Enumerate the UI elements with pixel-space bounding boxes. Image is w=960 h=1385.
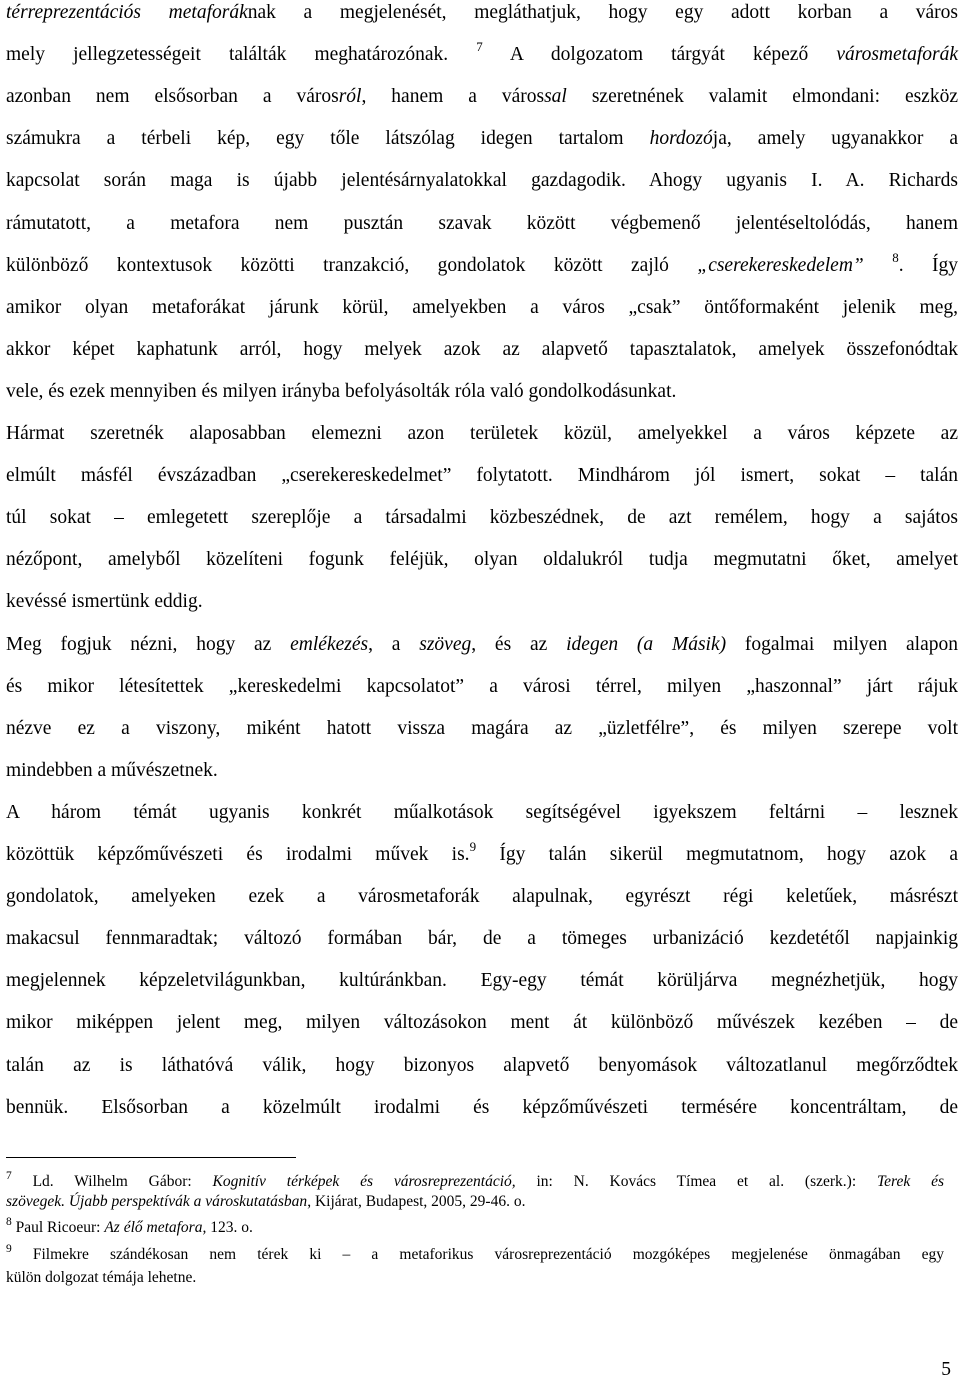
text-line (6, 506, 958, 530)
text-run: mely jellegzetességeit találták meghatározónak. (6, 44, 477, 66)
footnote-number: 8 (6, 1216, 12, 1228)
text-run: elmúlt másfél évszázadban „cserekereskedelmet” folytatott. Mindhárom jól ismert, sokat – talán (6, 465, 958, 487)
text-run: azonban nem elsősorban a város (6, 86, 339, 108)
footnote-text: külön dolgozat témája lehetne. (6, 1269, 197, 1286)
text-run: Meg fogjuk nézni, hogy az (6, 633, 291, 655)
footnote-text: Ld. Wilhelm Gábor: (11, 1173, 213, 1190)
footnote-text: szövegek. Újabb perspektívák a városkutatásban (6, 1193, 308, 1210)
text-run: nézőpont, amelyből közelíteni fogunk feléjük, olyan oldalukról tudja megmutatni őket, amelyet (6, 549, 958, 571)
text-run: amikor olyan metaforákat járunk körül, amelyekben a város „csak” öntőformaként jelenik meg, (6, 296, 958, 318)
footnote-text: in: N. Kovács Tímea et al. (szerk.): (515, 1173, 877, 1190)
text-run: „cserekereskedelem” (697, 254, 864, 276)
text-line (6, 464, 958, 488)
text-run: szeretnének valamit elmondani: eszköz (566, 86, 958, 108)
text-run: hordozó (649, 128, 713, 150)
footnote-number: 9 (6, 1243, 12, 1255)
footnote-separator (6, 1157, 296, 1158)
text-run: és mikor létesítettek „kereskedelmi kapcsolatot” a városi térrel, milyen „haszonnal” járt rájuk (6, 675, 958, 697)
text-run: kevéssé ismertünk eddig. (6, 591, 203, 613)
footnote-text: , Kijárat, Budapest, 2005, 29-46. o. (307, 1193, 526, 1210)
footnote-reference: 8 (892, 249, 899, 265)
text-run: fogalmai milyen alapon (726, 633, 959, 655)
text-line (6, 380, 958, 404)
text-line (6, 801, 958, 825)
footnote-text: Filmekre szándékosan nem térek ki – a metaforikus városreprezentáció mozgóképes megjelenése önmagában egy (11, 1246, 944, 1263)
text-run: akkor képet kaphatunk arról, hogy melyek azok az alapvető tapasztalatok, amelyek összefonódtak (6, 338, 958, 360)
text-run: , és az (471, 633, 567, 655)
text-run: , a (368, 633, 420, 655)
text-run: rámutatott, a metafora nem pusztán szavak között végbemenő jelentéseltolódás, hanem (6, 212, 958, 234)
footnote-text: Terek és (876, 1173, 945, 1190)
text-run: mikor miképpen jelent meg, milyen változásokon ment át különböző művészek kezében – de (6, 1012, 958, 1034)
footnote-line (6, 1218, 951, 1239)
text-line (6, 969, 958, 993)
text-run: számukra a térbeli kép, egy tőle látszólag idegen tartalom (6, 128, 650, 150)
text-run: különböző kontextusok közötti tranzakció, gondolatok között zajló (6, 254, 698, 276)
text-line (6, 338, 958, 362)
footnote-text: Paul Ricoeur: (11, 1219, 105, 1236)
text-run: talán az is láthatóvá válik, hogy bizonyos alapvető benyomások változatlanul megőrződtek (6, 1054, 958, 1076)
text-run: szöveg (419, 633, 472, 655)
footnote-line (6, 1192, 951, 1211)
text-run: városmetaforák (836, 44, 959, 66)
text-run: kapcsolat során maga is újabb jelentésárnyalatokkal gazdagodik. Ahogy ugyanis I. A. Richards (6, 170, 958, 192)
text-line (6, 1011, 958, 1035)
text-run: közöttük képzőművészeti és irodalmi művek is. (6, 844, 470, 865)
footnote-line (6, 1268, 951, 1287)
text-line (6, 249, 959, 279)
text-line (6, 85, 958, 109)
text-line (6, 1, 958, 25)
text-run: megjelennek képzeletvilágunkban, kultúránkban. Egy-egy témát körüljárva megnézhetjük, hogy (6, 970, 958, 992)
footnote-text: Az élő metafora, (104, 1219, 207, 1236)
text-line (6, 590, 958, 614)
text-line (6, 759, 958, 783)
text-run: nak a megjelenését, megláthatjuk, hogy egy adott korban a város (247, 2, 958, 23)
text-run: mindebben a művészetnek. (6, 759, 218, 781)
text-run: bennük. Elsősorban a közelmúlt irodalmi és képzőművészeti termésére koncentráltam, de (6, 1096, 958, 1118)
text-line (6, 885, 958, 909)
text-run (864, 255, 892, 276)
text-line (6, 1096, 958, 1120)
text-run: gondolatok, amelyeken ezek a városmetaforák alapulnak, egyrészt régi keletűek, másrészt (6, 886, 958, 908)
text-line (6, 169, 958, 193)
text-run: Hármat szeretnék alaposabban elemezni azon területek közül, amelyekkel a város képzete az (6, 423, 958, 444)
text-line (6, 717, 958, 741)
text-line (6, 212, 958, 236)
text-run: sal (544, 86, 567, 108)
text-run: túl sokat – emlegetett szereplője a társadalmi közbeszédnek, de azt remélem, hogy a sajátos (6, 507, 958, 529)
footnote-line (6, 1245, 944, 1266)
text-line (6, 127, 958, 151)
text-line (6, 548, 958, 572)
text-run: idegen (a Másik) (566, 633, 727, 655)
footnote-reference: 9 (469, 839, 477, 854)
text-run: térreprezentációs metaforák (6, 2, 248, 23)
text-run: ról (338, 86, 362, 108)
text-line (6, 633, 958, 657)
text-run: A dolgozatom tárgyát képező (482, 44, 837, 66)
text-run: . Így (898, 254, 959, 276)
page-number: 5 (941, 1359, 951, 1380)
footnote-text: 123. o. (206, 1219, 253, 1236)
text-line (6, 1054, 958, 1078)
footnote-reference: 7 (476, 39, 483, 55)
text-line (6, 422, 958, 446)
text-run: ja, amely ugyanakkor a (712, 128, 958, 150)
text-run: emlékezés (290, 633, 369, 655)
text-line (6, 927, 958, 951)
footnote-line (6, 1172, 944, 1193)
text-line (6, 839, 959, 868)
footnote-number: 7 (6, 1170, 12, 1182)
text-line (6, 296, 958, 320)
text-run: vele, és ezek mennyiben és milyen irányba befolyásolták róla való gondolkodásunkat. (6, 380, 677, 402)
text-line (6, 675, 958, 699)
text-run: , hanem a város (361, 86, 545, 108)
footnote-text: Kognitív térképek és városreprezentáció, (212, 1173, 516, 1190)
text-run: nézve ez a viszony, miként hatott vissza magára az „üzletfélre”, és milyen szerepe volt (6, 717, 958, 739)
text-run: Így talán sikerül megmutatnom, hogy azok a (476, 844, 959, 865)
text-run: A három témát ugyanis konkrét műalkotások segítségével igyekszem feltárni – lesznek (6, 801, 958, 823)
text-line (6, 39, 959, 68)
text-run: makacsul fennmaradtak; változó formában bár, de a tömeges urbanizáció kezdetétől napjainkig (6, 928, 958, 950)
